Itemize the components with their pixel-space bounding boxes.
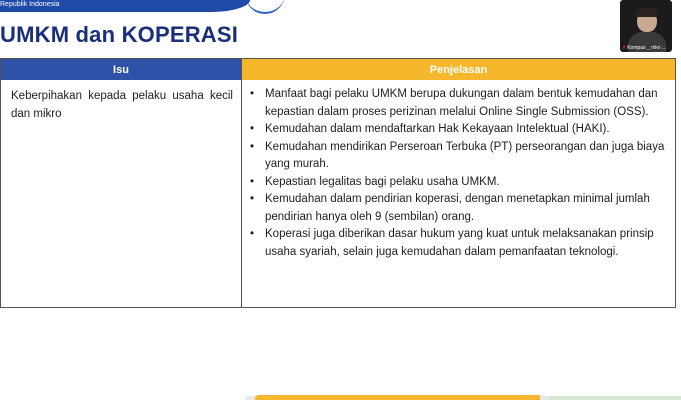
penjelasan-item	[247, 191, 671, 226]
header-penjelasan: Penjelasan	[241, 59, 675, 80]
top-banner	[0, 0, 300, 14]
penjelasan-text: Koperasi juga diberikan dasar hukum yang kuat untuk melaksanakan prinsip usaha syariah, selain juga kemudahan dalam pemanfaatan teknologi.	[265, 228, 654, 258]
bottom-yellow-stripe	[255, 395, 540, 400]
page-title: UMKM dan KOPERASI	[0, 22, 239, 47]
bottom-green-stripe	[550, 396, 681, 400]
mic-muted-icon: ✗	[622, 45, 627, 51]
penjelasan-item	[247, 174, 671, 192]
header-isu: Isu	[1, 59, 241, 80]
penjelasan-text: Kepastian legalitas bagi pelaku usaha UMKM.	[265, 175, 500, 188]
banner-arc-decoration	[245, 0, 285, 14]
bullet-icon: •	[249, 140, 255, 153]
bullet-icon: •	[249, 88, 255, 100]
penjelasan-item	[247, 139, 671, 174]
participant-hair	[636, 8, 658, 17]
participant-video-tile[interactable]	[620, 0, 672, 52]
bullet-icon: •	[249, 193, 255, 205]
bullet-icon: •	[249, 175, 255, 188]
penjelasan-text: Kemudahan mendirikan Perseroan Terbuka (PT) perseorangan dan juga biaya yang murah.	[265, 140, 665, 170]
column-divider	[241, 80, 242, 307]
penjelasan-text: Kemudahan dalam pendirian koperasi, dengan menetapkan minimal jumlah pendirian hanya oleh 9 (sembilan) orang.	[265, 193, 650, 223]
participant-name-label	[622, 45, 666, 51]
isu-cell: Keberpihakan kepada pelaku usaha kecil dan mikro	[11, 90, 233, 120]
penjelasan-text: Kemudahan dalam mendaftarkan Hak Kekayaan Intelektual (HAKI).	[265, 123, 610, 135]
penjelasan-item	[247, 226, 671, 261]
penjelasan-item	[247, 121, 671, 139]
penjelasan-list	[247, 86, 671, 261]
participant-name: Kompas _ mkn ...	[627, 45, 667, 51]
umkm-table	[0, 58, 676, 308]
banner-text: Republik Indonesia	[0, 1, 60, 8]
bottom-decoration	[0, 394, 681, 400]
bullet-icon: •	[249, 123, 255, 135]
banner-stripe	[0, 0, 250, 12]
penjelasan-text: Manfaat bagi pelaku UMKM berupa dukungan dalam bentuk kemudahan dan kepastian dalam proses perizinan melalui Online Single Submission (OSS).	[265, 88, 658, 118]
bullet-icon: •	[249, 228, 255, 240]
penjelasan-item	[247, 86, 671, 121]
